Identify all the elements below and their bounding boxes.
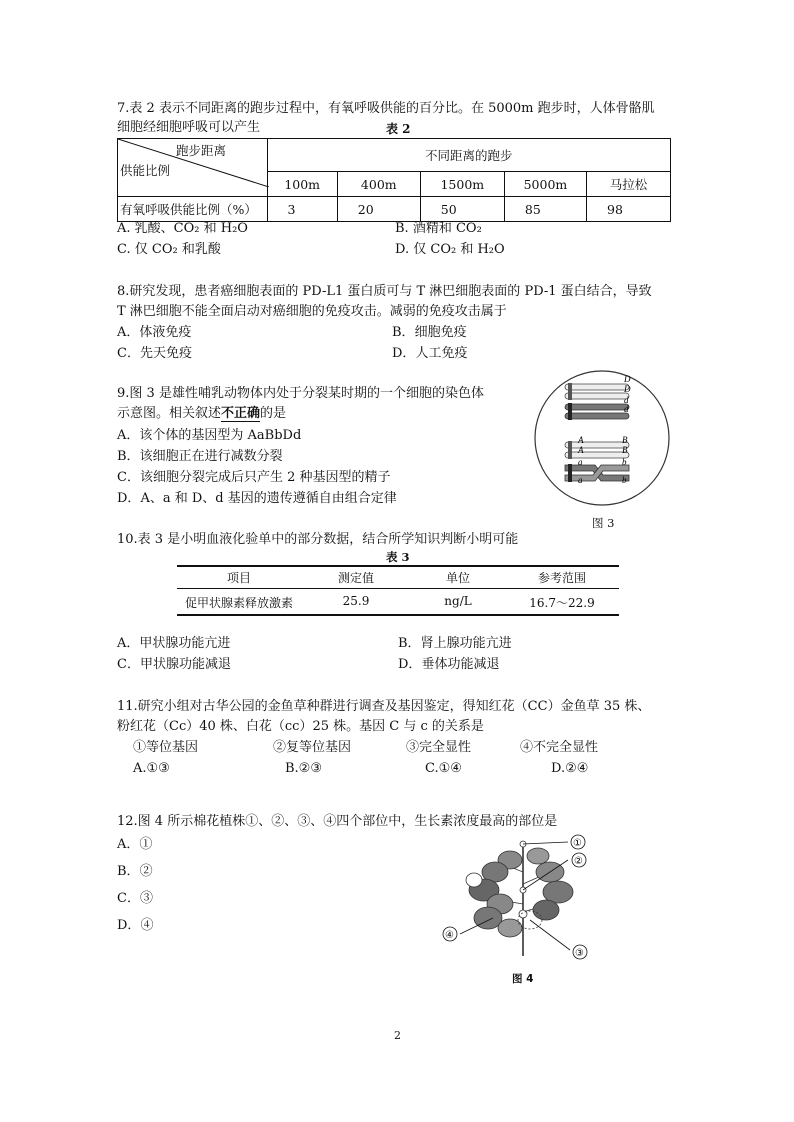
option-text: ① — [139, 837, 153, 852]
q7-stem-line1: 7.表 2 表示不同距离的跑步过程中，有氧呼吸供能的百分比。在 5000m 跑步时，人体骨骼肌 — [117, 101, 655, 116]
option-text: 细胞免疫 — [414, 325, 467, 340]
option-text: 该细胞正在进行减数分裂 — [139, 449, 283, 464]
option-text: ② — [139, 864, 153, 879]
stem-text: 示意图。相关叙述 — [117, 406, 222, 421]
option-text: 该个体的基因型为 AaBbDd — [139, 428, 302, 443]
table3-header: 单位 — [445, 571, 470, 585]
q9-option-c[interactable] — [117, 470, 391, 486]
option-letter: D． — [398, 657, 422, 672]
q7-option-d[interactable] — [395, 242, 505, 258]
option-letter: C． — [117, 657, 140, 672]
table2-diagonal-header — [118, 139, 268, 197]
option-letter: C． — [117, 891, 140, 906]
option-letter: B． — [392, 325, 415, 340]
option-text: 体液免疫 — [139, 325, 192, 340]
q8-option-b[interactable] — [392, 325, 467, 341]
q11-stem-line1: 11.研究小组对古华公园的金鱼草种群进行调查及基因鉴定，得知红花（CC）金鱼草 35 株、 — [117, 699, 651, 714]
table2-caption: 表 2 — [386, 122, 411, 136]
option-letter: B． — [117, 864, 140, 879]
option-letter: C. — [117, 242, 131, 257]
page-number: 2 — [394, 1029, 401, 1042]
table3-mid-rule — [177, 588, 619, 589]
gene-label: D — [624, 374, 631, 384]
q8-stem-line2: T 淋巴细胞不能全面启动对癌细胞的免疫攻击。减弱的免疫攻击属于 — [117, 304, 507, 319]
table3-cell: 25.9 — [342, 594, 370, 608]
q9-stem-line2 — [117, 406, 286, 422]
table2-row-label: 有氧呼吸供能比例（%） — [118, 197, 268, 222]
option-letter: A． — [117, 325, 140, 340]
q7-option-a[interactable] — [117, 221, 248, 237]
figure-3-caption: 图 3 — [592, 516, 615, 530]
option-text: 乳酸、CO₂ 和 H₂O — [134, 221, 248, 236]
q7-stem-line2: 细胞经细胞呼吸可以产生 — [117, 120, 261, 135]
figure-4-label: ③ — [575, 948, 584, 959]
table2-value: 85 — [504, 197, 586, 222]
q9-option-d[interactable] — [117, 491, 397, 507]
option-letter: C． — [117, 470, 140, 485]
option-text: 酒精和 CO₂ — [412, 221, 482, 236]
table3-top-rule — [177, 565, 619, 567]
q10-option-a[interactable] — [117, 636, 230, 652]
option-letter: D． — [117, 918, 141, 933]
option-letter: A． — [117, 837, 140, 852]
table2-col: 5000m — [504, 172, 586, 197]
q10-option-c[interactable] — [117, 657, 231, 673]
q11-choice: ④不完全显性 — [520, 740, 599, 755]
q11-stem-line2: 粉红花（Cc）40 株、白花（cc）25 株。基因 C 与 c 的关系是 — [117, 719, 484, 734]
option-letter: B． — [398, 636, 421, 651]
q9-option-b[interactable] — [117, 449, 283, 465]
option-letter: C． — [117, 346, 140, 361]
q11-choice: ③完全显性 — [406, 740, 472, 755]
q8-option-c[interactable] — [117, 346, 192, 362]
cell-membrane — [535, 371, 669, 505]
gene-label: A — [578, 445, 584, 455]
q7-option-c[interactable] — [117, 242, 221, 258]
table3-header: 测定值 — [337, 571, 374, 585]
option-text: 甲状腺功能亢进 — [139, 636, 231, 651]
option-text: ④ — [140, 918, 154, 933]
gene-label: B — [622, 435, 628, 445]
option-text: ③ — [139, 891, 153, 906]
diag-top-label: 跑步距离 — [176, 143, 227, 158]
option-letter: D． — [117, 491, 141, 506]
q10-option-d[interactable] — [398, 657, 499, 673]
q8-option-a[interactable] — [117, 325, 191, 341]
diag-bottom-label: 供能比例 — [120, 163, 171, 178]
q11-option-b[interactable]: B.②③ — [285, 761, 322, 776]
table3-cell: 促甲状腺素释放激素 — [184, 596, 293, 610]
q8-option-d[interactable] — [392, 346, 467, 362]
figure-4-label: ④ — [445, 930, 454, 941]
q12-option-b[interactable] — [117, 864, 153, 880]
gene-label: A — [578, 435, 584, 445]
option-letter: A． — [117, 636, 140, 651]
table-2 — [117, 138, 671, 222]
option-text: 人工免疫 — [415, 346, 468, 361]
option-text: 该细胞分裂完成后只产生 2 种基因型的精子 — [139, 470, 391, 485]
option-letter: A． — [117, 428, 140, 443]
option-text: 肾上腺功能亢进 — [420, 636, 512, 651]
gene-label: d — [624, 404, 629, 414]
q9-option-a[interactable] — [117, 428, 301, 444]
table3-header: 参考范围 — [537, 571, 586, 585]
q10-option-b[interactable] — [398, 636, 512, 652]
table2-col: 1500m — [420, 172, 504, 197]
gene-label: a — [578, 457, 583, 467]
gene-label: B — [622, 445, 628, 455]
option-letter: A. — [117, 221, 131, 236]
figure-4-cotton-plant — [438, 832, 608, 962]
figure-4-caption: 图 4 — [512, 973, 534, 985]
q12-option-a[interactable] — [117, 837, 152, 853]
figure-4-label: ② — [574, 856, 583, 867]
q12-option-d[interactable] — [117, 918, 153, 934]
q11-choice: ②复等位基因 — [273, 740, 352, 755]
option-text: A、a 和 D、d 基因的遗传遵循自由组合定律 — [140, 491, 397, 506]
q8-stem-line1: 8.研究发现，患者癌细胞表面的 PD-L1 蛋白质可与 T 淋巴细胞表面的 PD-1 蛋白结合，导致 — [117, 284, 652, 299]
table2-value: 98 — [587, 197, 671, 222]
table2-col: 马拉松 — [587, 172, 671, 197]
plant-drawing — [466, 841, 573, 956]
option-letter: D． — [392, 346, 416, 361]
q11-option-d[interactable]: D.②④ — [551, 761, 589, 776]
table2-col: 100m — [267, 172, 337, 197]
table2-value: 50 — [420, 197, 504, 222]
option-text: 甲状腺功能减退 — [139, 657, 231, 672]
table3-header: 项目 — [226, 571, 251, 585]
emphasis-text: 不正确 — [221, 406, 261, 421]
stem-text: 的是 — [260, 406, 287, 421]
figure-3-cell-diagram — [532, 368, 672, 508]
q11-choice: ①等位基因 — [133, 740, 199, 755]
table3-bottom-rule — [177, 614, 619, 616]
table2-value: 20 — [337, 197, 420, 222]
option-letter: D. — [395, 242, 410, 257]
gene-label: D — [624, 384, 631, 394]
q11-option-a[interactable]: A.①③ — [133, 761, 170, 776]
option-letter: B. — [395, 221, 409, 236]
option-text: 先天免疫 — [139, 346, 192, 361]
q7-option-b[interactable] — [395, 221, 482, 237]
table3-cell: ng/L — [444, 594, 472, 608]
option-text: 仅 CO₂ 和 H₂O — [413, 242, 505, 257]
option-text: 垂体功能减退 — [421, 657, 500, 672]
q12-stem: 12.图 4 所示棉花植株①、②、③、④四个部位中，生长素浓度最高的部位是 — [117, 814, 558, 829]
option-letter: B． — [117, 449, 140, 464]
table3-caption: 表 3 — [386, 550, 410, 564]
table2-value: 3 — [267, 197, 337, 222]
q9-stem-line1: 9.图 3 是雄性哺乳动物体内处于分裂某时期的一个细胞的染色体 — [117, 386, 484, 401]
table2-group-header: 不同距离的跑步 — [267, 139, 670, 172]
q11-option-c[interactable]: C.①④ — [425, 761, 462, 776]
table3-cell: 16.7～22.9 — [529, 596, 595, 610]
table2-col: 400m — [337, 172, 420, 197]
q12-option-c[interactable] — [117, 891, 153, 907]
option-text: 仅 CO₂ 和乳酸 — [134, 242, 221, 257]
gene-label: b — [622, 475, 627, 485]
gene-label: a — [578, 475, 583, 485]
gene-label: d — [624, 395, 629, 405]
q10-stem: 10.表 3 是小明血液化验单中的部分数据，结合所学知识判断小明可能 — [117, 532, 519, 547]
figure-4-label: ① — [573, 838, 582, 849]
gene-label: b — [622, 457, 627, 467]
